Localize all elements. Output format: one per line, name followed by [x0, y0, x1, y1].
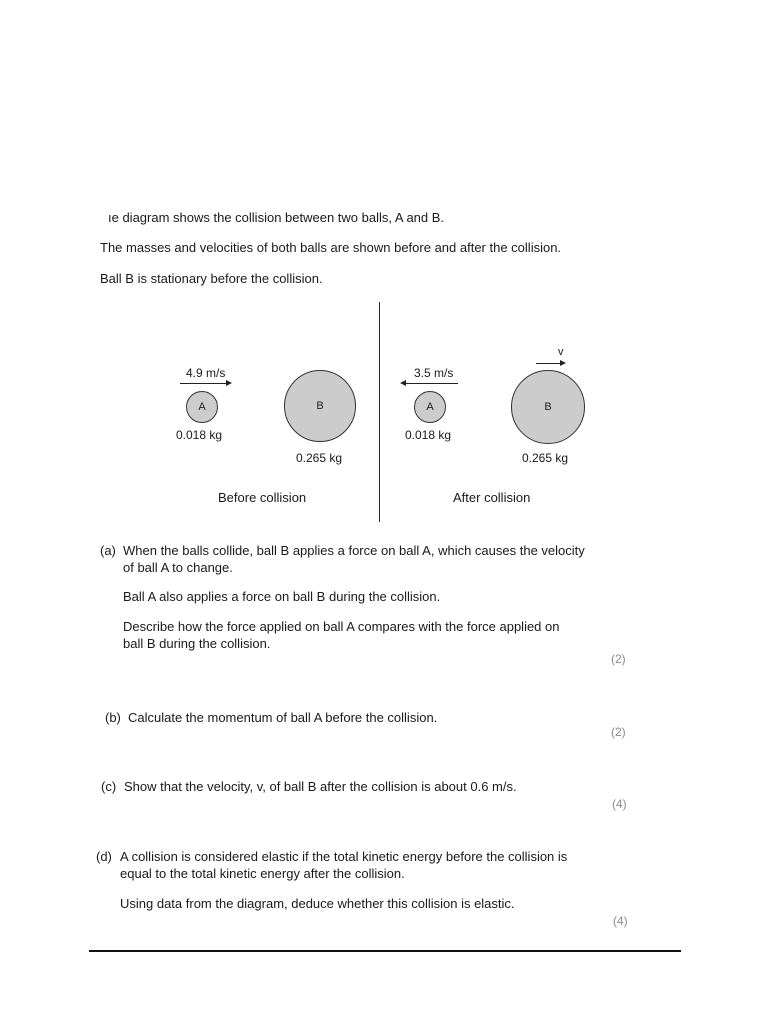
question-a-line-3: Ball A also applies a force on ball B during the collision. — [123, 589, 441, 604]
question-b-line-1: Calculate the momentum of ball A before the collision. — [128, 710, 438, 725]
after-velocity-b-arrow — [536, 363, 564, 364]
before-ball-b: B — [284, 370, 356, 442]
question-d-marks: (4) — [613, 914, 628, 928]
before-mass-a: 0.018 kg — [176, 428, 223, 442]
intro-line-2: The masses and velocities of both balls are shown before and after the collision. — [100, 240, 562, 255]
before-caption: Before collision — [218, 490, 307, 505]
before-ball-a: A — [186, 391, 218, 423]
after-mass-a: 0.018 kg — [405, 428, 452, 442]
bottom-rule — [89, 950, 681, 952]
question-a-line-5: ball B during the collision. — [123, 636, 271, 651]
question-c-line-1: Show that the velocity, v, of ball B after the collision is about 0.6 m/s. — [124, 779, 517, 794]
question-c-marks: (4) — [612, 797, 627, 811]
intro-line-1: ıe diagram shows the collision between two balls, A and B. — [108, 210, 445, 225]
after-mass-b: 0.265 kg — [522, 451, 569, 465]
after-velocity-a-label: 3.5 m/s — [414, 366, 454, 380]
before-velocity-a-label: 4.9 m/s — [186, 366, 226, 380]
question-a-marks: (2) — [611, 652, 626, 666]
question-a-line-2: of ball A to change. — [123, 560, 233, 575]
question-d-line-1: A collision is considered elastic if the total kinetic energy before the collision is — [120, 849, 568, 864]
diagram-divider — [379, 302, 380, 522]
question-a-line-1: When the balls collide, ball B applies a force on ball A, which causes the velocity — [123, 543, 585, 558]
before-velocity-arrow — [180, 383, 230, 384]
after-velocity-a-arrow — [402, 383, 458, 384]
after-caption: After collision — [453, 490, 531, 505]
after-velocity-b-label: v — [558, 346, 564, 358]
after-ball-b: B — [511, 370, 585, 444]
question-a-label: (a) — [100, 543, 116, 558]
before-mass-b: 0.265 kg — [296, 451, 343, 465]
question-d-label: (d) — [96, 849, 112, 864]
question-a-line-4: Describe how the force applied on ball A compares with the force applied on — [123, 619, 560, 634]
question-b-marks: (2) — [611, 725, 626, 739]
question-b-label: (b) — [105, 710, 121, 725]
intro-line-3: Ball B is stationary before the collision. — [100, 271, 323, 286]
question-d-line-2: equal to the total kinetic energy after the collision. — [120, 866, 405, 881]
question-d-line-3: Using data from the diagram, deduce whether this collision is elastic. — [120, 896, 515, 911]
after-ball-a: A — [414, 391, 446, 423]
question-c-label: (c) — [101, 779, 117, 794]
